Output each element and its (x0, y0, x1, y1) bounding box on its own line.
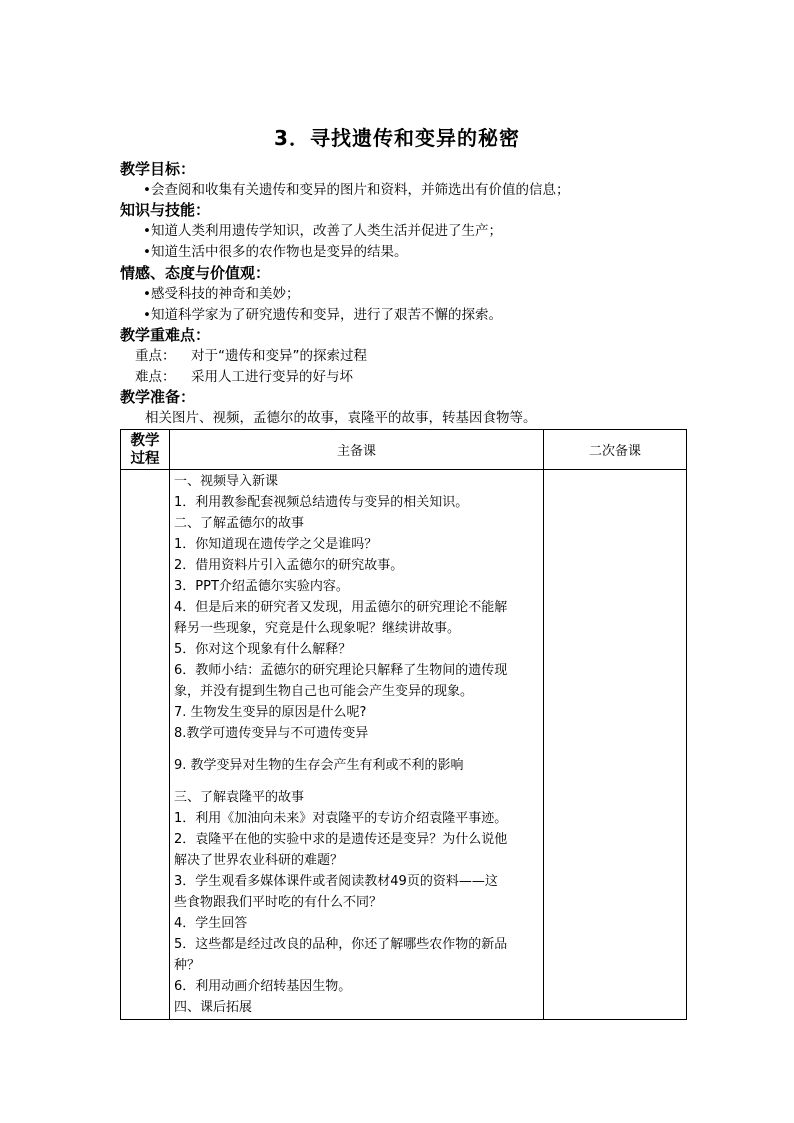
content-line: 2．袁隆平在他的实验中求的是遗传还是变异？为什么说他 (174, 832, 508, 847)
content-line: 6．教师小结：孟德尔的研究理论只解释了生物间的遗传现 (174, 663, 508, 678)
emotion-heading: 情感、态度与价值观： (120, 264, 271, 282)
knowledge-item: •知道生活中很多的农作物也是变异的结果。 (143, 244, 408, 260)
content-line: 二、了解孟德尔的故事 (174, 516, 305, 531)
second-prep-cell (544, 470, 687, 1020)
goal-heading: 教学目标： (120, 160, 196, 178)
content-line: 5．你对这个现象有什么解释？ (174, 642, 352, 657)
header-main: 主备课 (170, 430, 544, 470)
header-process-line1: 教学 (130, 432, 160, 449)
lesson-plan-table (120, 429, 687, 1020)
main-content-cell (170, 470, 544, 1020)
knowledge-heading: 知识与技能： (120, 201, 211, 219)
content-line: 释另一些现象，究竟是什么现象呢？继续讲故事。 (174, 621, 461, 636)
emotion-item: •知道科学家为了研究遗传和变异，进行了艰苦不懈的探索。 (143, 307, 502, 323)
content-line: 四、课后拓展 (174, 1000, 253, 1015)
content-line: 象，并没有提到生物自己也可能会产生变异的现象。 (174, 684, 474, 699)
content-line: 4．学生回答 (174, 916, 248, 931)
key-heading: 教学重难点： (120, 326, 211, 344)
content-line: 1．你知道现在遗传学之父是谁吗？ (174, 537, 378, 552)
content-line: 一、视频导入新课 (174, 474, 279, 489)
content-line: 7. 生物发生变异的原因是什么呢? (174, 705, 367, 720)
spacer (174, 744, 540, 755)
content-line: 3．学生观看多媒体课件或者阅读教材49页的资料——这 (174, 874, 498, 889)
header-process-line2: 过程 (130, 450, 160, 467)
content-line: 1．利用《加油向未来》对袁隆平的专访介绍袁隆平事迹。 (174, 811, 508, 826)
header-second: 二次备课 (544, 430, 687, 470)
document-title: 3．寻找遗传和变异的秘密 (274, 126, 520, 150)
content-line: 4．但是后来的研究者又发现，用孟德尔的研究理论不能解 (174, 600, 508, 615)
content-line: 8.教学可遗传变异与不可遗传变异 (174, 726, 369, 741)
key-point-text: 对于“遗传和变异”的探索过程 (191, 348, 367, 364)
difficult-label: 难点： (135, 369, 176, 385)
emotion-item: •感受科技的神奇和美妙； (143, 286, 300, 302)
spacer (174, 776, 540, 787)
content-line: 解决了世界农业科研的难题？ (174, 853, 344, 868)
prep-heading: 教学准备： (120, 388, 196, 406)
process-cell (121, 470, 170, 1020)
content-line: 种？ (174, 958, 201, 973)
content-line: 5．这些都是经过改良的品种，你还了解哪些农作物的新品 (174, 937, 508, 952)
difficult-text: 采用人工进行变异的好与坏 (191, 369, 353, 385)
key-point-label: 重点： (135, 348, 176, 364)
goal-item: •会查阅和收集有关遗传和变异的图片和资料，并筛选出有价值的信息； (143, 182, 570, 198)
knowledge-item: •知道人类利用遗传学知识，改善了人类生活并促进了生产； (143, 223, 502, 239)
content-line: 1．利用教参配套视频总结遗传与变异的相关知识。 (174, 495, 469, 510)
content-line: 9. 教学变异对生物的生存会产生有利或不利的影响 (174, 758, 464, 773)
header-process (121, 430, 170, 470)
content-line: 些食物跟我们平时吃的有什么不同？ (174, 895, 383, 910)
prep-text: 相关图片、视频，孟德尔的故事，袁隆平的故事，转基因食物等。 (145, 410, 537, 426)
content-line: 三、了解袁隆平的故事 (174, 790, 305, 805)
content-line: 3．PPT介绍孟德尔实验内容。 (174, 579, 349, 594)
table-header-row (121, 430, 687, 470)
content-line: 2．借用资料片引入孟德尔的研究故事。 (174, 558, 404, 573)
table-row (121, 470, 687, 1020)
content-line: 6．利用动画介绍转基因生物。 (174, 979, 352, 994)
